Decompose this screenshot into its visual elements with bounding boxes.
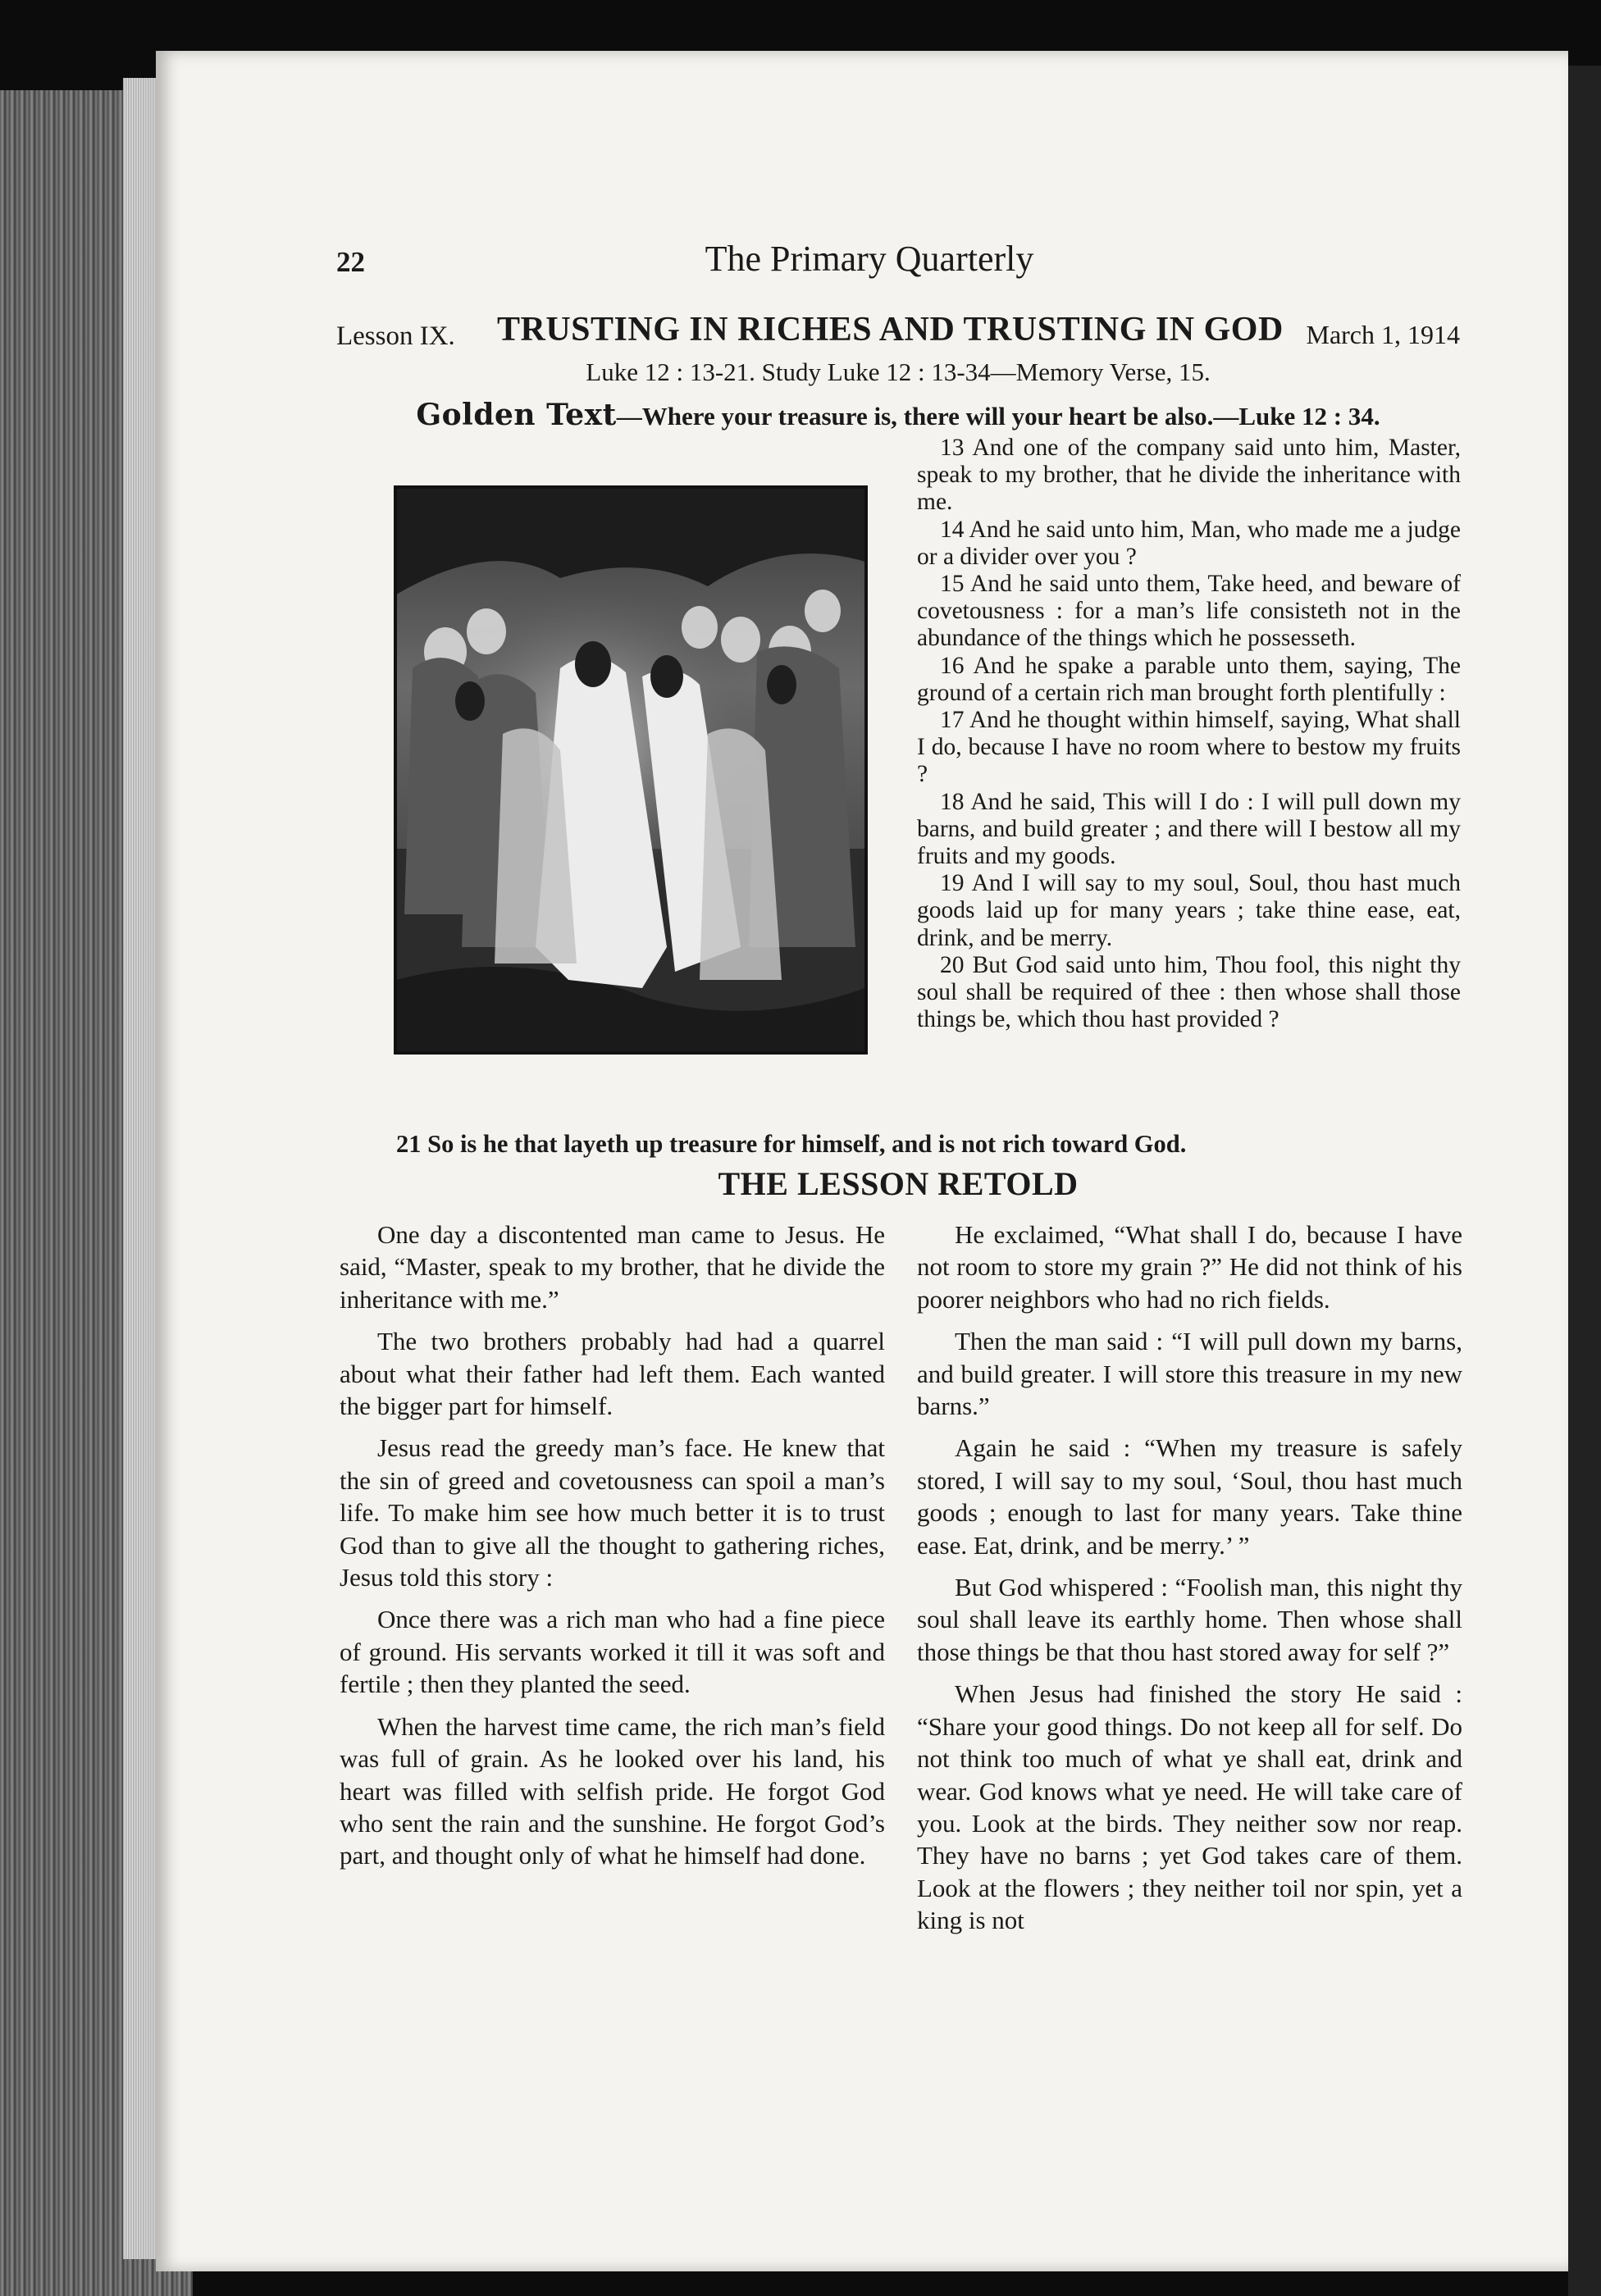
illustration-image bbox=[396, 488, 865, 1052]
retold-left-column bbox=[340, 1219, 885, 1872]
verse-21: 21 So is he that layeth up treasure for himself, and is not rich toward God. bbox=[396, 1130, 1187, 1158]
verse-18: 18 And he said, This will I do : I will pull down my barns, and build greater ; and there will I bestow all my fruits and my goods. bbox=[917, 788, 1461, 870]
retold-paragraph: When Jesus had finished the story He said : “Share your good things. Do not keep all for self. Do not think too much of what ye shall eat, drink and wear. God knows what ye need. He will take care of you. Look at the birds. They neither sow nor reap. They have no barns ; yet God takes care of them. Look at the flowers ; they neither toil nor spin, yet a king is not bbox=[917, 1679, 1462, 1935]
lesson-title: TRUSTING IN RICHES AND TRUSTING IN GOD bbox=[497, 311, 1284, 348]
illustration-jesus-with-crowd bbox=[394, 485, 868, 1055]
retold-right-column bbox=[917, 1219, 1462, 1937]
retold-paragraph: He exclaimed, “What shall I do, because I have not room to store my grain ?” He did not think of his poorer neighbors who had no rich fields. bbox=[917, 1220, 1462, 1314]
verse-15: 15 And he said unto them, Take heed, and beware of covetousness : for a man’s life consisteth not in the abundance of the things which he possesseth. bbox=[917, 571, 1461, 652]
verse-16: 16 And he spake a parable unto them, saying, The ground of a certain rich man brought forth plentifully : bbox=[917, 652, 1461, 706]
verse-17: 17 And he thought within himself, saying, What shall I do, because I have no room where to bestow my fruits ? bbox=[917, 707, 1461, 788]
lesson-label: Lesson IX. bbox=[336, 321, 455, 351]
golden-text-label: Golden Text bbox=[416, 398, 617, 432]
verse-14: 14 And he said unto him, Man, who made me a judge or a divider over you ? bbox=[917, 516, 1461, 570]
lesson-date: March 1, 1914 bbox=[1306, 320, 1460, 349]
retold-paragraph: The two brothers probably had had a quarrel about what their father had left them. Each wanted the bigger part for himself. bbox=[340, 1327, 885, 1421]
golden-text bbox=[336, 398, 1460, 432]
running-title: The Primary Quarterly bbox=[705, 239, 1034, 279]
retold-paragraph: When the harvest time came, the rich man’s field was full of grain. As he looked over his land, his heart was filled with selfish pride. He forgot God who sent the rain and the sunshine. He forgot God’s part, and thought only of what he himself had done. bbox=[340, 1711, 885, 1870]
retold-paragraph: Again he said : “When my treasure is safely stored, I will say to my soul, ‘Soul, thou hast much goods ; enough to last for many years. Take thine ease. Eat, drink, and be merry.’ ” bbox=[917, 1433, 1462, 1560]
scripture-reference: Luke 12 : 13-21. Study Luke 12 : 13-34—Memory Verse, 15. bbox=[586, 358, 1211, 386]
page-number: 22 bbox=[336, 246, 365, 278]
retold-paragraph: Jesus read the greedy man’s face. He knew that the sin of greed and covetousness can spoil a man’s life. To make him see how much better it is to trust God than to give all the thought to gathering riches, Jesus told this story : bbox=[340, 1433, 885, 1592]
verse-13: 13 And one of the company said unto him, Master, speak to my brother, that he divide the inheritance with me. bbox=[917, 435, 1461, 516]
retold-paragraph: Then the man said : “I will pull down my barns, and build greater. I will store this treasure in my new barns.” bbox=[917, 1327, 1462, 1421]
retold-paragraph: One day a discontented man came to Jesus. He said, “Master, speak to my brother, that he divide the inheritance with me.” bbox=[340, 1220, 885, 1314]
facing-page-edge bbox=[1568, 66, 1601, 2296]
retold-paragraph: Once there was a rich man who had a fine piece of ground. His servants worked it till it was soft and fertile ; then they planted the seed. bbox=[340, 1605, 885, 1699]
scripture-verses bbox=[917, 435, 1461, 1033]
section-heading-lesson-retold: THE LESSON RETOLD bbox=[718, 1165, 1079, 1202]
verse-19: 19 And I will say to my soul, Soul, thou hast much goods laid up for many years ; take thine ease, eat, drink, and be merry. bbox=[917, 870, 1461, 951]
lesson-header bbox=[336, 310, 1460, 359]
retold-paragraph: But God whispered : “Foolish man, this night thy soul shall leave its earthly home. Then whose shall those things be that thou hast stored away for self ?” bbox=[917, 1573, 1462, 1666]
verse-20: 20 But God said unto him, Thou fool, this night thy soul shall be required of thee : then whose shall those things be, which thou hast provided ? bbox=[917, 951, 1461, 1033]
golden-text-body: —Where your treasure is, there will your heart be also.—Luke 12 : 34. bbox=[616, 402, 1380, 430]
